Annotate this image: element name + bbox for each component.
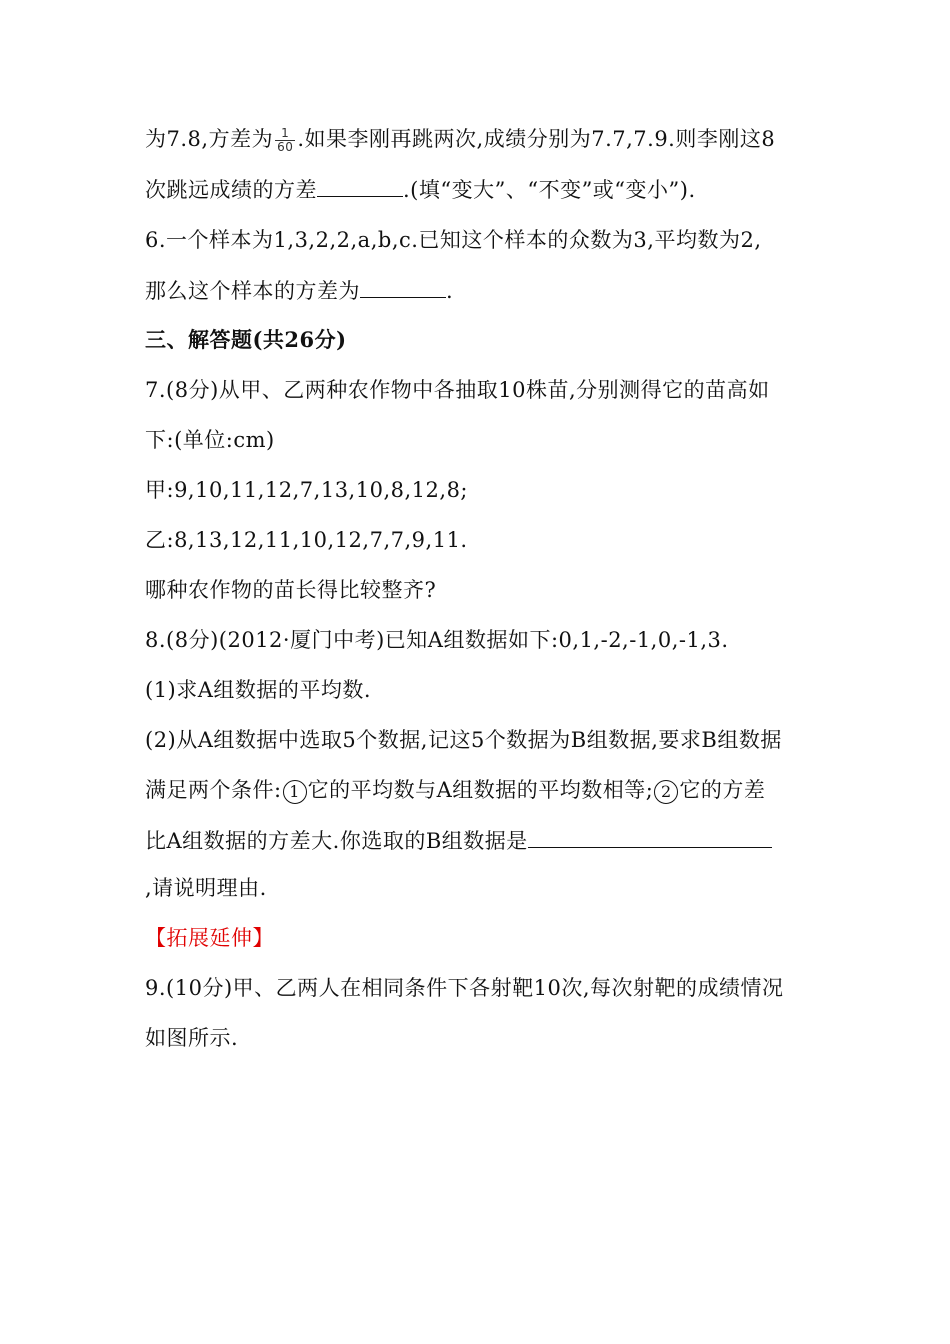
answer-blank: [317, 174, 403, 197]
data-yi-text: 乙:8,13,12,11,10,12,7,7,9,11.: [145, 528, 468, 552]
unit-line: 下:(单位:cm): [145, 428, 275, 452]
line-15-text: 比A组数据的方差大.你选取的B组数据是: [145, 829, 528, 853]
text-line-2: [145, 174, 696, 205]
fraction-numerator: 1: [275, 127, 295, 141]
question-6: 6.一个样本为1,3,2,2,a,b,c.已知这个样本的众数为3,平均数为2,: [145, 228, 762, 252]
line-14-text-c: 它的方差: [679, 778, 766, 802]
question-7: 7.(8分)从甲、乙两种农作物中各抽取10株苗,分别测得它的苗高如: [145, 378, 770, 402]
line-1-text-a: 为7.8,方差为: [145, 127, 274, 151]
data-jia: 甲:9,10,11,12,7,13,10,8,12,8;: [145, 478, 469, 502]
answer-blank: [360, 275, 446, 298]
text-line-4: [145, 275, 453, 306]
line-2-text-a: 次跳远成绩的方差: [145, 178, 317, 202]
data-yi: [145, 525, 468, 555]
question-8-part-1: (1)求A组数据的平均数.: [145, 678, 372, 702]
circled-number-1: 1: [283, 780, 307, 804]
question-8-part-2: (2)从A组数据中选取5个数据,记这5个数据为B组数据,要求B组数据: [145, 728, 782, 752]
fraction-denominator: 60: [277, 140, 294, 154]
line-14-text-a: 满足两个条件:: [145, 778, 282, 802]
question-9: 9.(10分)甲、乙两人在相同条件下各射靶10次,每次射靶的成绩情况: [145, 976, 784, 1000]
line-2-text-b: .(填“变大”、“不变”或“变小”).: [403, 178, 696, 202]
question-9-cont: 如图所示.: [145, 1026, 239, 1050]
line-4-text-a: 那么这个样本的方差为: [145, 279, 360, 303]
section-heading: 三、解答题(共26分): [145, 327, 347, 352]
extension-heading: 【拓展延伸】: [145, 926, 274, 950]
line-4-text-b: .: [446, 279, 454, 303]
text-line-1: [145, 124, 775, 154]
line-1-text-b: .如果李刚再跳两次,成绩分别为7.7,7.9.则李刚这8: [297, 127, 776, 151]
text-line-15: [145, 825, 772, 856]
question-7-ask: 哪种农作物的苗长得比较整齐?: [145, 578, 437, 602]
circled-number-2: 2: [654, 780, 678, 804]
question-8: 8.(8分)(2012·厦门中考)已知A组数据如下:0,1,-2,-1,0,-1,3.: [145, 628, 729, 652]
line-14-text-b: 它的平均数与A组数据的平均数相等;: [307, 778, 654, 802]
text-line-16: ,请说明理由.: [145, 876, 267, 900]
text-line-14: [145, 775, 765, 805]
fraction: [275, 127, 295, 154]
answer-blank: [528, 825, 772, 848]
